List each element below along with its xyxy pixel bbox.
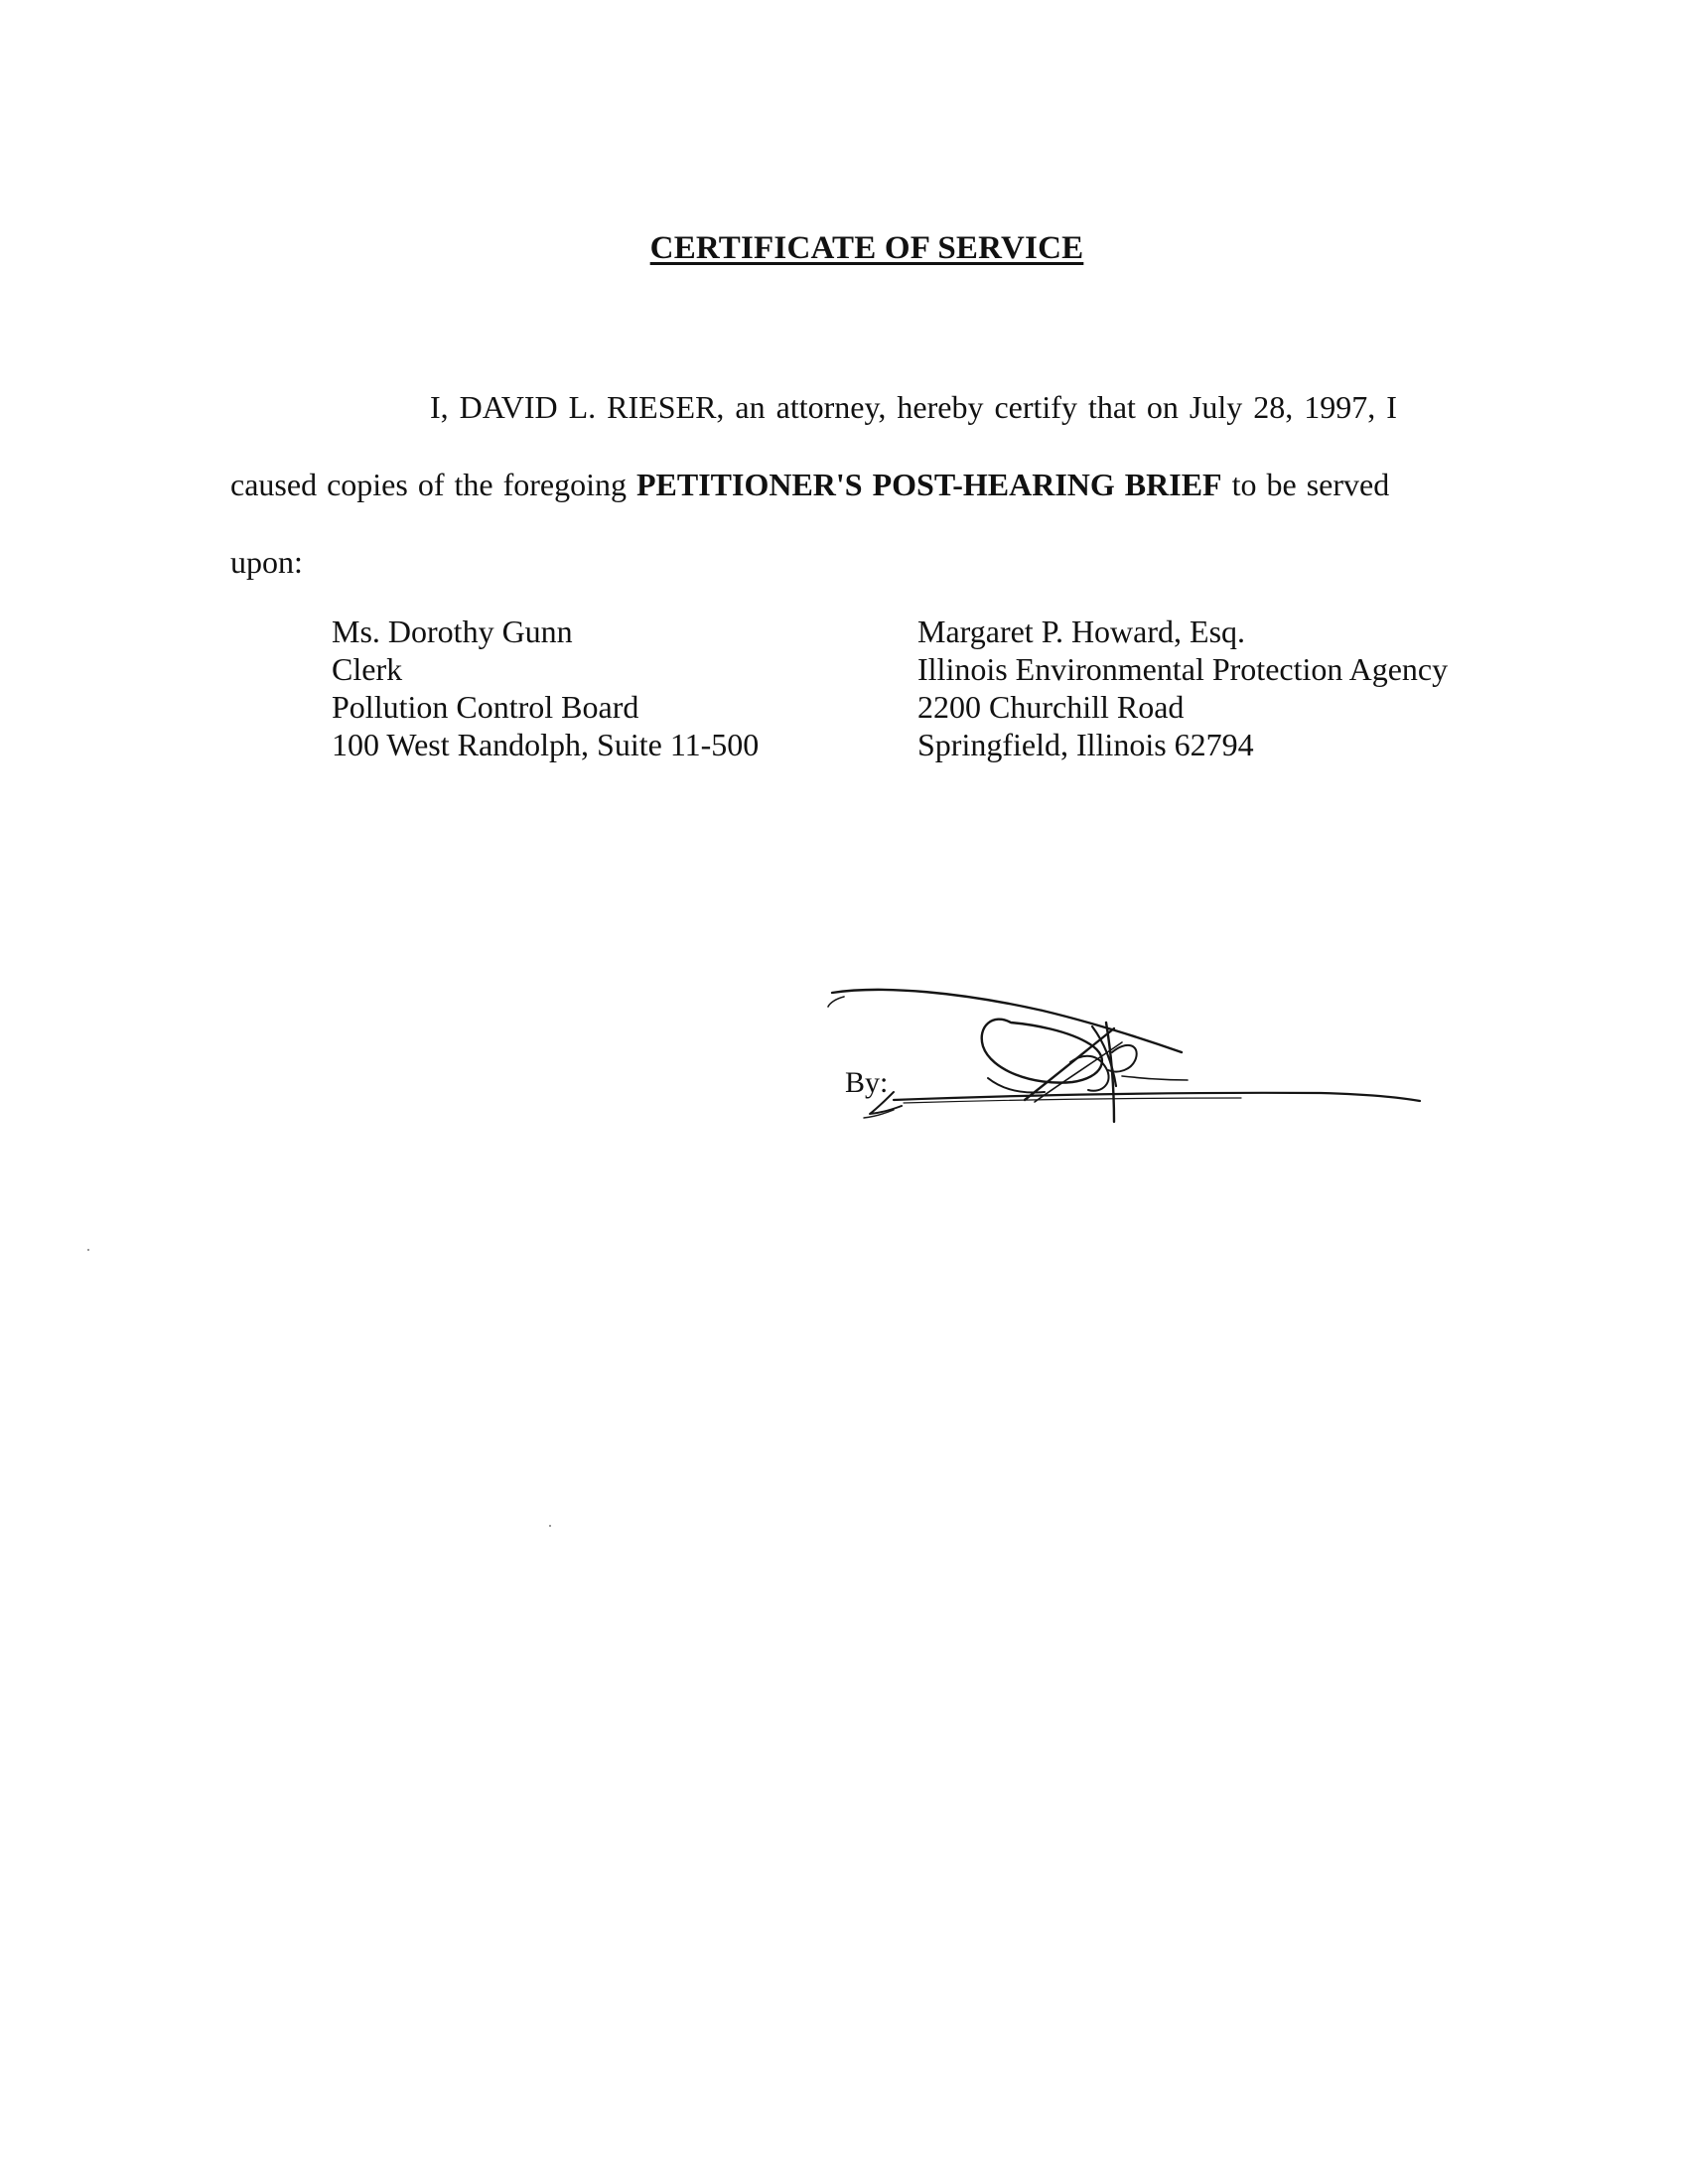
scan-speck [549, 1525, 551, 1527]
address-line: Clerk [332, 651, 403, 687]
certification-line-2 [230, 465, 1462, 504]
scan-speck [87, 1249, 89, 1251]
address-line: Pollution Control Board [332, 689, 639, 725]
address-line: Ms. Dorothy Gunn [332, 614, 573, 649]
address-line: 2200 Churchill Road [917, 689, 1185, 725]
recipient-address-clerk [332, 613, 759, 763]
brief-title: PETITIONER'S POST-HEARING BRIEF [635, 467, 1222, 502]
address-line: Springfield, Illinois 62794 [917, 727, 1254, 762]
signature-block [824, 983, 1460, 1142]
address-line: Margaret P. Howard, Esq. [917, 614, 1246, 649]
certification-line-3: upon: [230, 544, 303, 580]
certification-line-1: I, DAVID L. RIESER, an attorney, hereby certify that on July 28, 1997, I [430, 389, 1397, 425]
recipient-address-iepa [917, 613, 1448, 763]
signature-line [894, 1093, 1420, 1101]
address-line: 100 West Randolph, Suite 11-500 [332, 727, 760, 762]
signature-by-label: By: [845, 1066, 889, 1099]
address-line: Illinois Environmental Protection Agency [917, 651, 1449, 687]
line-2-text-after: to be served [1221, 467, 1390, 502]
certificate-title: CERTIFICATE OF SERVICE [649, 230, 1084, 266]
line-2-text-before: caused copies of the foregoing [230, 467, 636, 502]
handwritten-signature [824, 983, 1460, 1142]
